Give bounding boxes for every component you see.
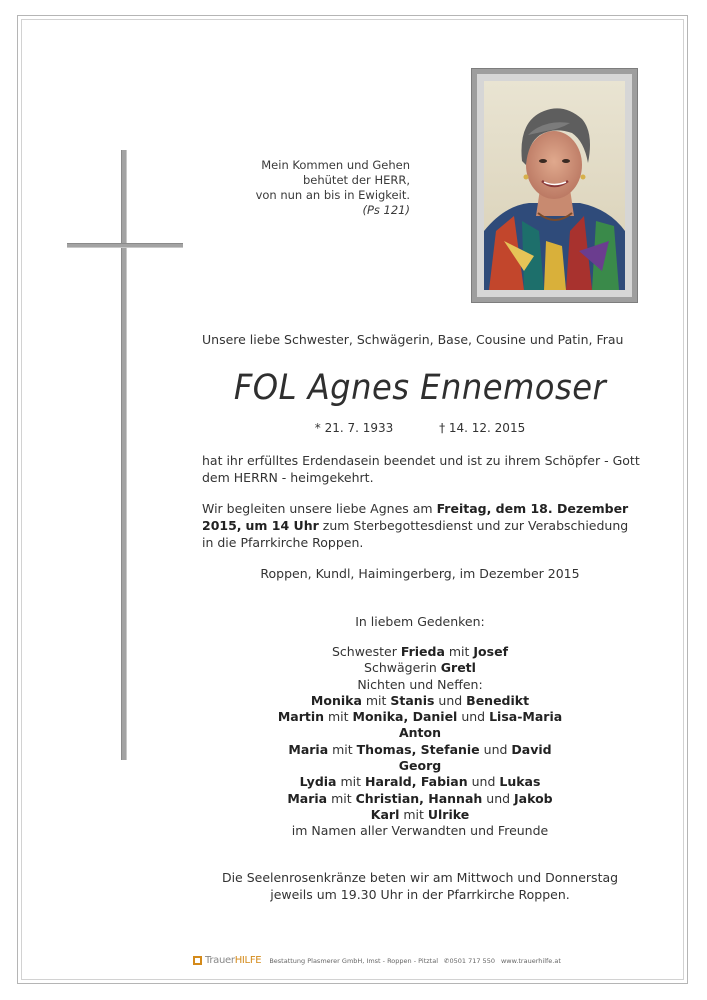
funeral-date: Freitag, dem 18. Dezember 2015, [202, 501, 629, 533]
trauerhilfe-logo-icon [193, 956, 202, 965]
mourner-line: Maria mit Thomas, Stefanie und David [288, 741, 552, 757]
cross-horizontal-bar [67, 243, 183, 248]
trauerhilfe-logo: TrauerHILFE [205, 955, 262, 966]
memory-heading: In liebem Gedenken: [355, 614, 485, 629]
footer-company: Bestattung Plasmerer GmbH, Imst - Roppen - Pitztal [269, 956, 439, 965]
announcement-paragraph: hat ihr erfülltes Erdendasein beendet und ist zu ihrem Schöpfer - Gott dem HERRN - heimgekehrt. [202, 453, 640, 485]
mourner-line: Georg [398, 758, 442, 774]
funeral-paragraph [202, 500, 642, 551]
verse-reference: (Ps 121) [362, 203, 410, 217]
cross-vertical-bar [121, 150, 127, 760]
mourner-line: Monika mit Stanis und Benedikt [310, 692, 530, 708]
funeral-text-1: Wir begleiten unsere liebe Agnes am [202, 501, 437, 516]
place-date: Roppen, Kundl, Haimingerberg, im Dezember 2015 [260, 566, 580, 581]
verse-line-2: behütet der HERR, [302, 173, 410, 187]
mourner-line: Nichten und Neffen: [357, 676, 483, 692]
life-dates [200, 421, 640, 435]
bible-verse [240, 158, 410, 218]
portrait-photo-frame [471, 68, 638, 303]
mourner-line: Schwägerin Gretl [364, 660, 476, 676]
footer-website[interactable]: www.trauerhilfe.at [500, 956, 561, 965]
mourner-line: Karl mit Ulrike [370, 806, 470, 822]
mourner-line: im Namen aller Verwandten und Freunde [291, 823, 549, 839]
mourner-line: Anton [398, 725, 442, 741]
death-date: † 14. 12. 2015 [439, 421, 526, 435]
mourners-list [200, 644, 640, 840]
portrait-photo [484, 81, 625, 290]
funeral-text-2: zum Sterbegottesdienst und zur Verabschiedung in die Pfarrkirche Roppen. [202, 518, 629, 550]
verse-line-1: Mein Kommen und Gehen [261, 158, 410, 172]
mourner-line: Martin mit Monika, Daniel und Lisa-Maria [277, 709, 563, 725]
intro-text: Unsere liebe Schwester, Schwägerin, Base, Cousine und Patin, Frau [202, 332, 624, 347]
mourner-line: Schwester Frieda mit Josef [331, 644, 509, 659]
birth-date: * 21. 7. 1933 [314, 421, 394, 435]
rosary-notice: Die Seelenrosenkränze beten wir am Mittwoch und Donnerstag jeweils um 19.30 Uhr in der Pfarrkirche Roppen. [221, 870, 619, 902]
deceased-name: FOL Agnes Ennemoser [233, 368, 607, 408]
mourner-line: Lydia mit Harald, Fabian und Lukas [299, 774, 541, 790]
footer-phone: ✆0501 717 550 [444, 956, 495, 965]
mourner-line: Maria mit Christian, Hannah und Jakob [287, 790, 553, 806]
photo-mat [477, 74, 632, 297]
funeral-time: um 14 Uhr [245, 518, 319, 533]
footer [193, 955, 561, 966]
verse-line-3: von nun an bis in Ewigkeit. [255, 188, 410, 202]
